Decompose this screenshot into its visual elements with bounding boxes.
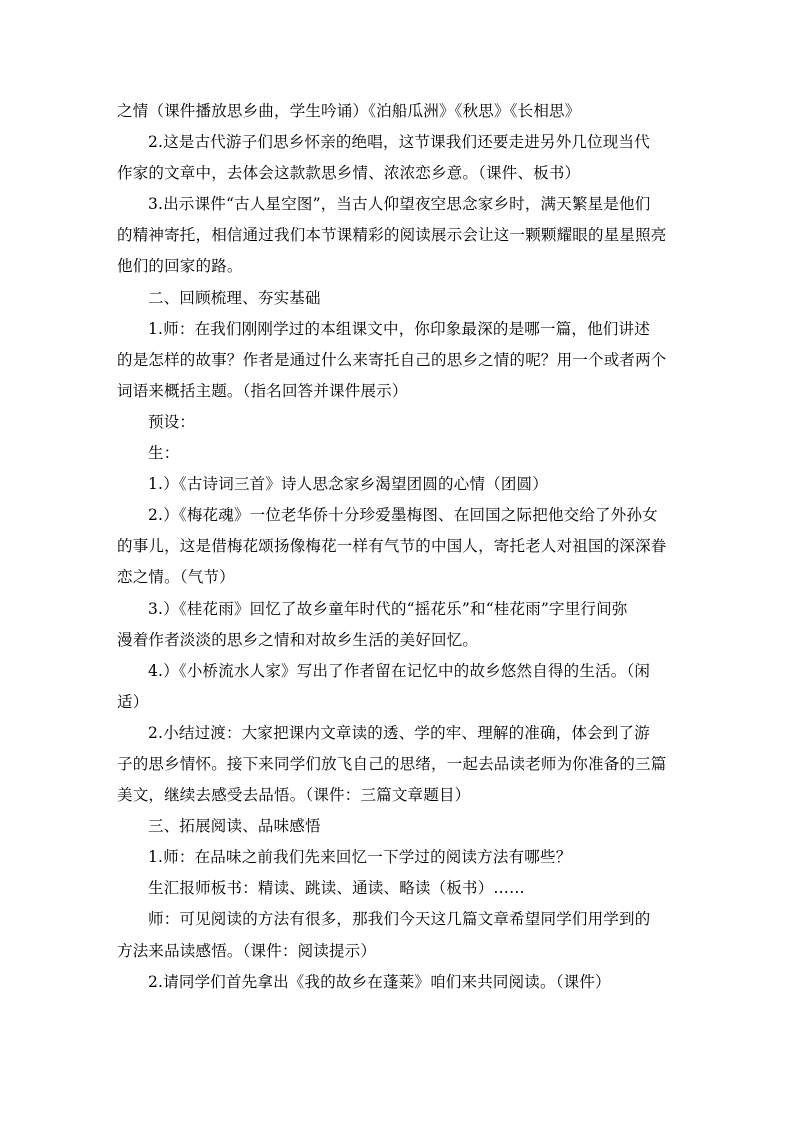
text-line: 3.）《桂花雨》回忆了故乡童年时代的“摇花乐”和“桂花雨”字里行间弥 [148,599,628,618]
text-line: 3.出示课件“古人星空图”，当古人仰望夜空思念家乡时，满天繁星是他们 [148,195,651,214]
text-line: 美文，继续去感受去品悟。（课件：三篇文章题目） [117,786,471,805]
text-line: 预设： [148,412,196,431]
text-line: 1.师：在品味之前我们先来回忆一下学过的阅读方法有哪些？ [148,848,572,867]
text-line: 2.这是古代游子们思乡怀亲的绝唱，这节课我们还要走进另外几位现当代 [148,133,650,152]
text-line: 生汇报师板书：精读、跳读、通读、略读（板书）…… [148,879,525,898]
text-line: 词语来概括主题。（指名回答并课件展示） [117,381,408,400]
text-line: 的是怎样的故事？作者是通过什么来寄托自己的思乡之情的呢？用一个或者两个 [117,350,667,369]
text-line: 二、回顾梳理、夯实基础 [148,288,321,307]
text-line: 恋之情。（气节） [117,568,235,587]
text-line: 2.小结过渡：大家把课内文章读的透、学的牢、理解的准确，体会到了游 [148,723,650,742]
text-line: 之情（课件播放思乡曲，学生吟诵）《泊船瓜洲》《秋思》《长相思》 [117,102,581,120]
text-line: 1.）《古诗词三首》诗人思念家乡渴望团圆的心情（团圆） [148,475,548,494]
text-line: 1.师：在我们刚刚学过的本组课文中，你印象最深的是哪一篇，他们讲述 [148,319,650,338]
text-line: 子的思乡情怀。接下来同学们放飞自己的思绪，一起去品读老师为你准备的三篇 [117,754,667,773]
text-line: 的精神寄托，相信通过我们本节课精彩的阅读展示会让这一颗颗耀眼的星星照亮 [117,226,667,245]
text-line: 适） [117,692,149,711]
text-line: 师：可见阅读的方法有很多，那我们今天这几篇文章希望同学们用学到的 [148,910,651,929]
text-line: 4.）《小桥流水人家》写出了作者留在记忆中的故乡悠然自得的生活。（闲 [148,661,651,680]
text-line: 作家的文章中，去体会这款款思乡情、浓浓恋乡意。（课件、板书） [117,164,581,183]
text-line: 漫着作者淡淡的思乡之情和对故乡生活的美好回忆。 [117,630,479,649]
text-line: 三、拓展阅读、品味感悟 [148,817,321,836]
text-line: 的事儿，这是借梅花颂扬像梅花一样有气节的中国人，寄托老人对祖国的深深眷 [117,537,667,556]
document-body [117,96,677,998]
text-line: 他们的回家的路。 [117,257,243,276]
text-line: 2.）《梅花魂》一位老华侨十分珍爱墨梅图、在回国之际把他交给了外孙女 [148,506,658,525]
text-line: 生： [148,444,180,463]
text-line: 2.请同学们首先拿出《我的故乡在蓬莱》咱们来共同阅读。（课件） [148,972,611,991]
text-line: 方法来品读感悟。（课件：阅读提示） [117,941,377,960]
